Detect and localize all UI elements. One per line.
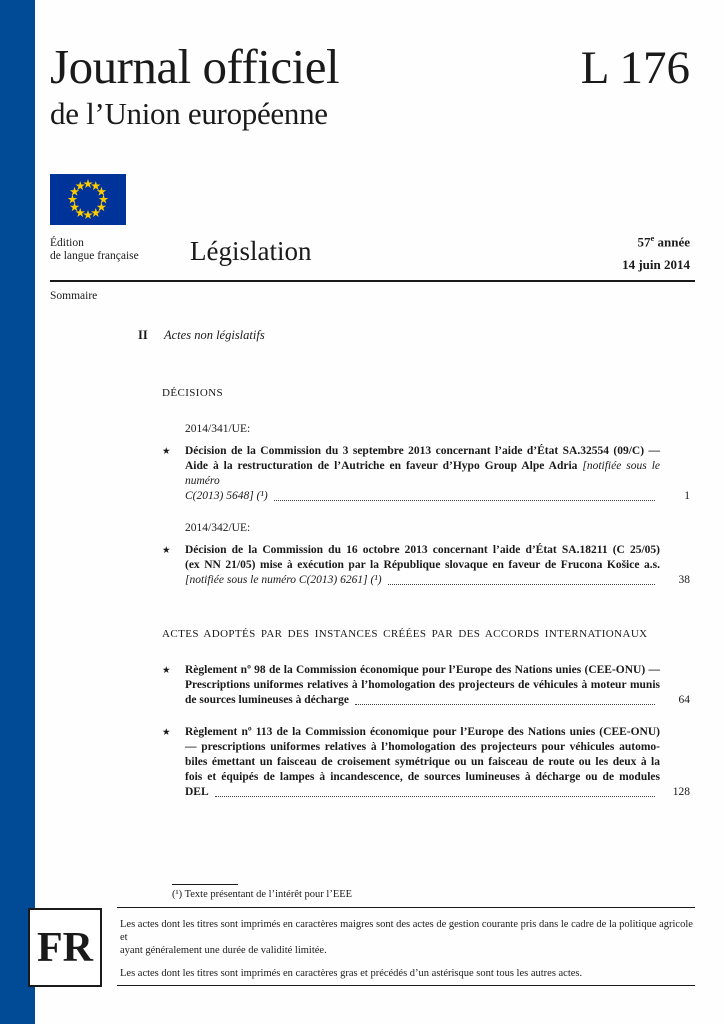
entry-line	[185, 489, 690, 504]
entry-title	[185, 543, 690, 588]
entry-line	[185, 725, 690, 740]
sommaire-label: Sommaire	[50, 290, 98, 302]
footer-rule-top	[117, 907, 695, 908]
entry-line	[185, 740, 690, 755]
footnote-rule	[172, 884, 238, 885]
asterisk-star-icon: ★	[162, 546, 171, 556]
table-of-contents	[0, 328, 690, 800]
section-heading: ACTES ADOPTÉS PAR DES INSTANCES CRÉÉES PAR DES ACCORDS INTERNATIONAUX	[162, 628, 648, 640]
entry-line	[185, 573, 690, 588]
entry-line	[185, 663, 690, 678]
entry-line	[185, 444, 690, 459]
edition-label	[50, 237, 139, 263]
entry-line	[185, 693, 690, 708]
entry-text-segment: DEL	[185, 786, 209, 798]
dotted-leader	[388, 584, 655, 585]
journal-subtitle: de l’Union européenne	[50, 96, 328, 131]
part-numeral: II	[138, 328, 148, 342]
dotted-leader	[355, 704, 655, 705]
year-ordinal-sup: e	[650, 233, 655, 243]
entry-line	[185, 459, 690, 489]
entry-text-segment: — prescriptions uniformes relatives à l’homologation des projecteurs pour véhicules automo-	[185, 741, 660, 753]
edition-label-line2: de langue française	[50, 250, 139, 262]
toc-section	[0, 628, 690, 800]
masthead-row	[50, 38, 690, 95]
issue-date: 14 juin 2014	[622, 257, 690, 273]
toc-section	[0, 387, 690, 588]
legislation-heading: Législation	[190, 236, 312, 266]
entry-text-segment: Aide à la restructuration de l’Autriche en faveur d’Hypo Group Alpe Adria	[185, 460, 583, 472]
language-code-box: FR	[28, 908, 102, 987]
entry-row	[162, 725, 690, 800]
footer-note-1-line2: ayant généralement une durée de validité limitée.	[120, 945, 327, 956]
entry-text-segment: C(2013) 5648] (¹)	[185, 490, 268, 502]
asterisk-star-icon: ★	[162, 728, 171, 738]
footer-note-1	[120, 918, 694, 957]
footer-notes	[120, 918, 694, 990]
footnote-text: (¹) Texte présentant de l’intérêt pour l’EEE	[172, 889, 353, 900]
section-heading: DÉCISIONS	[162, 387, 224, 399]
entry-text-segment: Règlement nº 113 de la Commission économique pour l’Europe des Nations unies (CEE-ONU)	[185, 726, 660, 738]
entry-title	[185, 444, 690, 504]
entry-title	[185, 725, 690, 800]
entry-text-segment: Prescriptions uniformes relatives à l’homologation des projecteurs de véhicules à moteur munis	[185, 679, 660, 691]
entry-text-segment: Décision de la Commission du 3 septembre 2013 concernant l’aide d’État SA.32554 (09/C) —	[185, 445, 660, 457]
toc-sections	[0, 387, 690, 800]
page-number: 38	[678, 574, 690, 586]
entry-text-segment: [notifiée sous le numéro C(2013) 6261] (¹)	[185, 574, 382, 586]
issue-number: L 176	[580, 42, 690, 94]
toc-entry	[162, 725, 690, 800]
entry-document-number: 2014/342/UE:	[185, 522, 251, 534]
entry-row	[162, 543, 690, 588]
entry-row	[162, 444, 690, 504]
entry-line	[185, 558, 690, 573]
issue-year	[622, 227, 690, 253]
asterisk-star-icon: ★	[162, 447, 171, 457]
entry-text-segment: (ex NN 21/05) mise à exécution par la République slovaque en faveur de Frucona Košice a.s.	[185, 559, 660, 571]
entry-text-segment: Règlement nº 98 de la Commission économique pour l’Europe des Nations unies (CEE-ONU) —	[185, 664, 660, 676]
page-number: 128	[672, 786, 690, 798]
page-number: 1	[684, 490, 690, 502]
entry-document-number: 2014/341/UE:	[185, 423, 251, 435]
entry-line	[185, 785, 690, 800]
entry-row	[162, 663, 690, 708]
toc-entry	[162, 422, 690, 504]
issue-meta	[622, 227, 690, 276]
asterisk-star-icon: ★	[162, 666, 171, 676]
page-number: 64	[678, 694, 690, 706]
entry-text-segment: de sources lumineuses à décharge	[185, 694, 349, 706]
year-number: 57	[637, 234, 651, 250]
masthead	[50, 38, 690, 132]
part-title: Actes non législatifs	[164, 328, 265, 342]
header-divider	[50, 280, 695, 282]
dotted-leader	[215, 796, 655, 797]
entry-line	[185, 770, 690, 785]
entry-line	[185, 755, 690, 770]
entry-text-segment: Décision de la Commission du 16 octobre 2013 concernant l’aide d’État SA.18211 (C 25/05)	[185, 544, 660, 556]
entry-text-segment: fois et équipés de lampes à incandescence, de sources lumineuses à décharge ou de modules	[185, 771, 660, 783]
year-word: année	[654, 234, 690, 250]
toc-entry	[162, 663, 690, 708]
entry-title	[185, 663, 690, 708]
journal-title: Journal officiel	[50, 39, 340, 94]
footer-note-1-line1: Les actes dont les titres sont imprimés en caractères maigres sont des actes de gestion courante pris dans le cadre de la politique agricole et	[120, 919, 693, 943]
footer-rule-bottom	[117, 985, 695, 986]
entry-text-segment: [notifiée sous le numéro	[185, 460, 660, 487]
eu-flag-icon	[50, 174, 126, 225]
edition-label-line1: Édition	[50, 237, 84, 249]
toc-part-line	[138, 328, 690, 343]
entry-line	[185, 543, 690, 558]
footer-note-2: Les actes dont les titres sont imprimés en caractères gras et précédés d’un astérisque sont tous les autres actes.	[120, 968, 583, 979]
dotted-leader	[274, 500, 655, 501]
toc-entry	[162, 521, 690, 588]
entry-line	[185, 678, 690, 693]
entry-text-segment: biles émettant un faisceau de croisement symétrique ou un faisceau de route ou les deux à la	[185, 756, 660, 768]
